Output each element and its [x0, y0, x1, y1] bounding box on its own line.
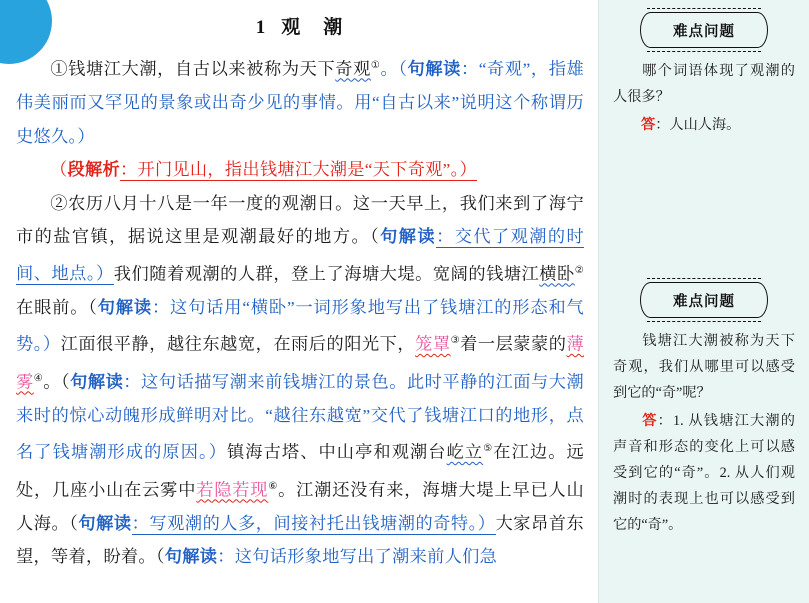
- p3-seg-18: 镇海古塔、中山亭和观潮台: [227, 443, 447, 463]
- sidebar-answer-2-text: ：1. 从钱塘江大潮的声音和形态的变化上可以感受到它的“奇”。2. 从人们观潮时的表现上也可以感受到它的“奇”。: [613, 413, 795, 533]
- sidebar-block-1: [613, 12, 795, 138]
- title-number: 1: [255, 17, 268, 38]
- page-title: [16, 12, 584, 39]
- sidebar-notes-column: [598, 0, 809, 603]
- p3-keyword-bowu: 薄雾: [16, 335, 584, 392]
- sidebar-spacer: [613, 164, 795, 282]
- p3-seg-6: 在眼前。（: [16, 297, 98, 317]
- p3-seg-0: ②农历八月十八是一年一度的观潮日。这一天早上，我们来到了海宁市的盐官镇，据说这里是观潮最好的地方。（: [16, 193, 584, 247]
- p3-seg-9: 江面很平静，越往东越宽，在雨后的阳光下，: [60, 335, 416, 355]
- sidebar-answer-1: [613, 112, 795, 138]
- p2-annotation-text: ：开门见山，指出钱塘江大潮是“天下奇观”。）: [119, 160, 477, 180]
- p3-seg-12: 着一层蒙蒙的: [460, 335, 567, 355]
- p1-annotation-label: 句解读: [407, 59, 461, 79]
- sidebar-tag-2: 难点问题: [640, 282, 768, 318]
- p3-footnote-6: ⑥: [268, 480, 279, 492]
- sidebar-question-1: [613, 58, 795, 110]
- p2-annotation-label: 段解析: [67, 160, 120, 180]
- p3-annotation-label-1: 句解读: [380, 227, 437, 247]
- p3-footnote-5: ⑤: [483, 443, 494, 455]
- p3-keyword-yili: 屹立: [446, 443, 484, 463]
- p3-keyword-longzhao: 笼罩: [415, 335, 451, 355]
- p3-seg-21: 在江边。远处，几座小山在云雾中: [16, 443, 584, 500]
- p3-annotation-text-3: ：这句话描写潮来前钱塘江的景色。此时平静的江面与大潮来时的惊心动魄形成鲜明对比。“越往东越宽”交代了钱塘江口的地形，点名了钱塘潮形成的原因。）: [16, 372, 584, 463]
- sidebar-answer-1-text: ：人山人海。: [655, 117, 741, 133]
- sidebar-question-2: [613, 328, 795, 406]
- p1-annotation-text: ：“奇观”，指雄伟美丽而又罕见的景象或出奇少见的事情。用“自古以来”说明这个称谓历史悠久。）: [16, 59, 584, 146]
- p3-seg-27: 大家昂首东望，等着，盼着。（: [16, 513, 585, 567]
- p3-annotation-text-2: ：这句话用“横卧”一词形象地写出了钱塘江的形态和气势。）: [16, 297, 584, 355]
- sidebar-answer-1-label: 答: [641, 117, 656, 133]
- paragraph-3: [16, 187, 584, 574]
- sidebar-answer-2-label: 答: [641, 413, 658, 429]
- sidebar-tag-1: 难点问题: [640, 12, 768, 48]
- p3-annotation-label-3: 句解读: [70, 372, 124, 392]
- p3-annotation-text-1: ：交代了观潮的时间、地点。）: [16, 227, 585, 284]
- p3-annotation-label-5: 句解读: [164, 547, 218, 567]
- p3-seg-3: 我们随着观潮的人群，登上了海塘大堤。宽阔的钱塘江: [113, 264, 540, 284]
- sidebar-question-2-text: 钱塘江大潮被称为天下奇观，我们从哪里可以感受到它的“奇”呢？: [613, 333, 795, 401]
- p3-annotation-text-4: ：写观潮的人多，间接衬托出钱塘潮的奇特。）: [131, 513, 496, 533]
- p1-footnote-1: ①: [370, 60, 381, 71]
- p3-footnote-4: ④: [33, 372, 44, 384]
- sidebar-answer-2: [613, 408, 795, 538]
- p1-seg-3: 。（: [380, 59, 408, 79]
- p3-seg-15: 。（: [43, 372, 71, 392]
- article-body: [16, 49, 584, 574]
- p3-footnote-3: ③: [450, 335, 461, 347]
- sidebar-question-1-text: 哪个词语体现了观潮的人很多？: [613, 63, 795, 105]
- p1-keyword-qiguan: 奇观: [335, 59, 371, 79]
- paragraph-1: [16, 49, 584, 153]
- p3-keyword-ruoyinruoxian: 若隐若现: [196, 480, 269, 500]
- paragraph-2: [16, 153, 584, 187]
- sidebar-block-2: [613, 282, 795, 538]
- p3-annotation-text-5: ：这句话形象地写出了潮来前人们急: [217, 547, 498, 567]
- p2-seg-0: （: [50, 160, 68, 180]
- p1-seg-0: ①钱塘江大潮，自古以来被称为天下: [50, 59, 336, 79]
- p3-seg-24: 。江潮还没有来，海塘大堤上早已人山人海。（: [16, 480, 584, 533]
- p3-annotation-label-4: 句解读: [78, 513, 132, 533]
- p3-annotation-label-2: 句解读: [97, 297, 152, 317]
- title-text: 观 潮: [281, 17, 345, 38]
- p3-footnote-2: ②: [574, 264, 585, 276]
- p3-keyword-hengwo: 横卧: [539, 264, 575, 284]
